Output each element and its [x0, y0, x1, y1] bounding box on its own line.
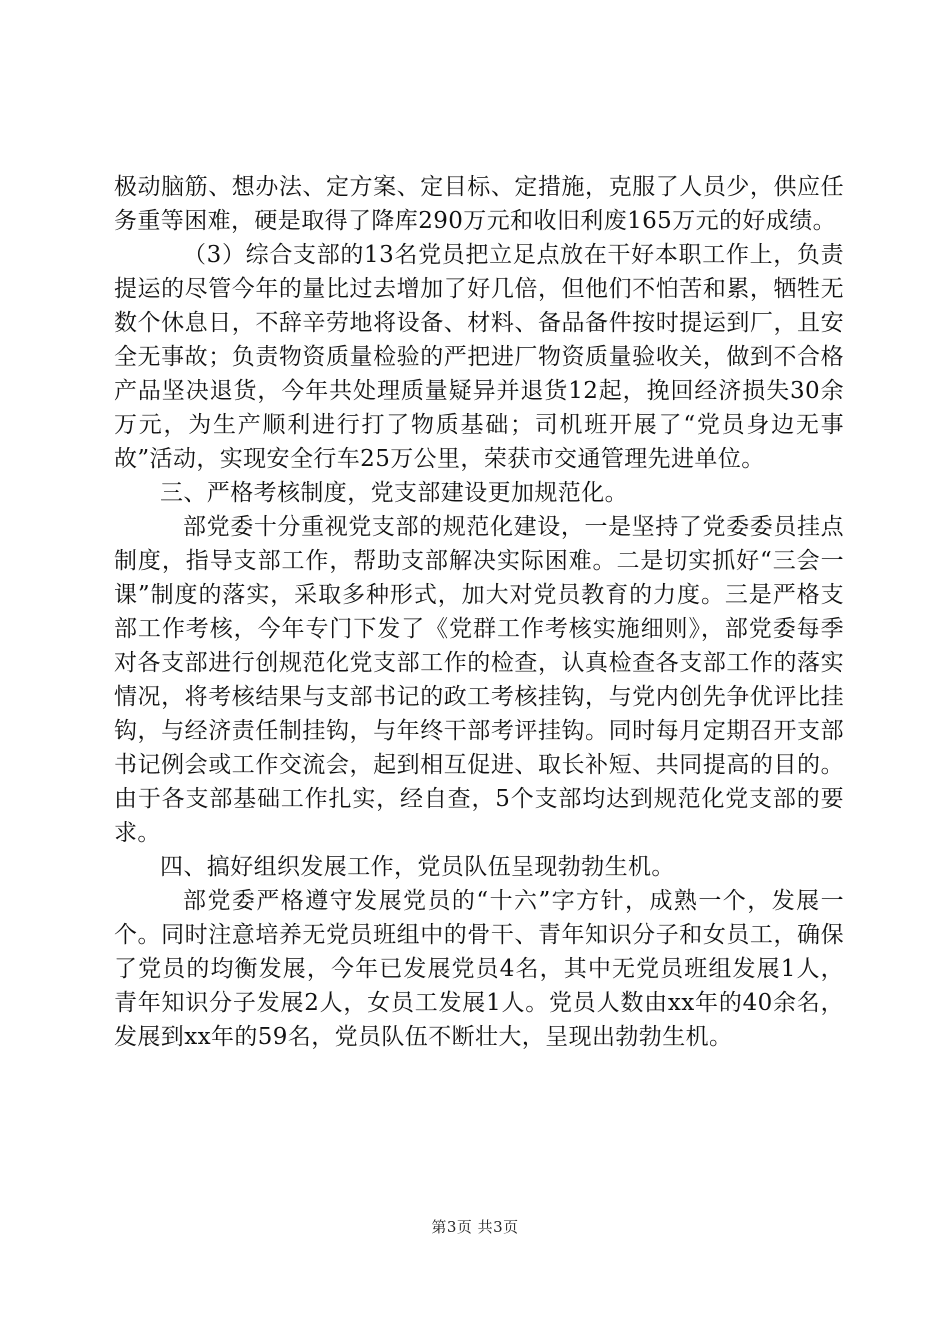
document-body — [114, 170, 844, 1054]
section-heading-development: 四、搞好组织发展工作，党员队伍呈现勃勃生机。 — [160, 854, 675, 880]
page-number-footer: 第3页 共3页 — [431, 1218, 519, 1236]
paragraph-comprehensive-branch: （3）综合支部的13名党员把立足点放在干好本职工作上，负责提运的尽管今年的量比过去增加了好几倍，但他们不怕苦和累，牺牲无数个休息日，不辞辛劳地将设备、材料、备品备件按时提运到厂，且安全无事故；负责物资质量检验的严把进厂物资质量验收关，做到不合格产品坚决退货，今年共处理质量疑异并退货12起，挽回经济损失30余万元，为生产顺利进行打了物质基础；司机班开展了“党员身边无事故”活动，实现安全行车25万公里，荣获市交通管理先进单位。 — [114, 242, 844, 472]
paragraph-continuation: 极动脑筋、想办法、定方案、定目标、定措施，克服了人员少，供应任务重等困难，硬是取得了降库290万元和收旧利废165万元的好成绩。 — [114, 174, 844, 234]
paragraph-member-development: 部党委严格遵守发展党员的“十六”字方针，成熟一个，发展一个。同时注意培养无党员班组中的骨干、青年知识分子和女员工，确保了党员的均衡发展，今年已发展党员4名，其中无党员班组发展1人，青年知识分子发展2人，女员工发展1人。党员人数由xx年的40余名，发展到xx年的59名，党员队伍不断壮大，呈现出勃勃生机。 — [114, 888, 844, 1050]
paragraph-branch-standardization: 部党委十分重视党支部的规范化建设，一是坚持了党委委员挂点制度，指导支部工作，帮助支部解决实际困难。二是切实抓好“三会一课”制度的落实，采取多种形式，加大对党员教育的力度。三是严格支部工作考核，今年专门下发了《党群工作考核实施细则》，部党委每季对各支部进行创规范化党支部工作的检查，认真检查各支部工作的落实情况，将考核结果与支部书记的政工考核挂钩，与党内创先争优评比挂钩，与经济责任制挂钩，与年终干部考评挂钩。同时每月定期召开支部书记例会或工作交流会，起到相互促进、取长补短、共同提高的目的。由于各支部基础工作扎实，经自查，5个支部均达到规范化党支部的要求。 — [114, 514, 844, 846]
section-heading-assessment: 三、严格考核制度，党支部建设更加规范化。 — [160, 480, 628, 506]
